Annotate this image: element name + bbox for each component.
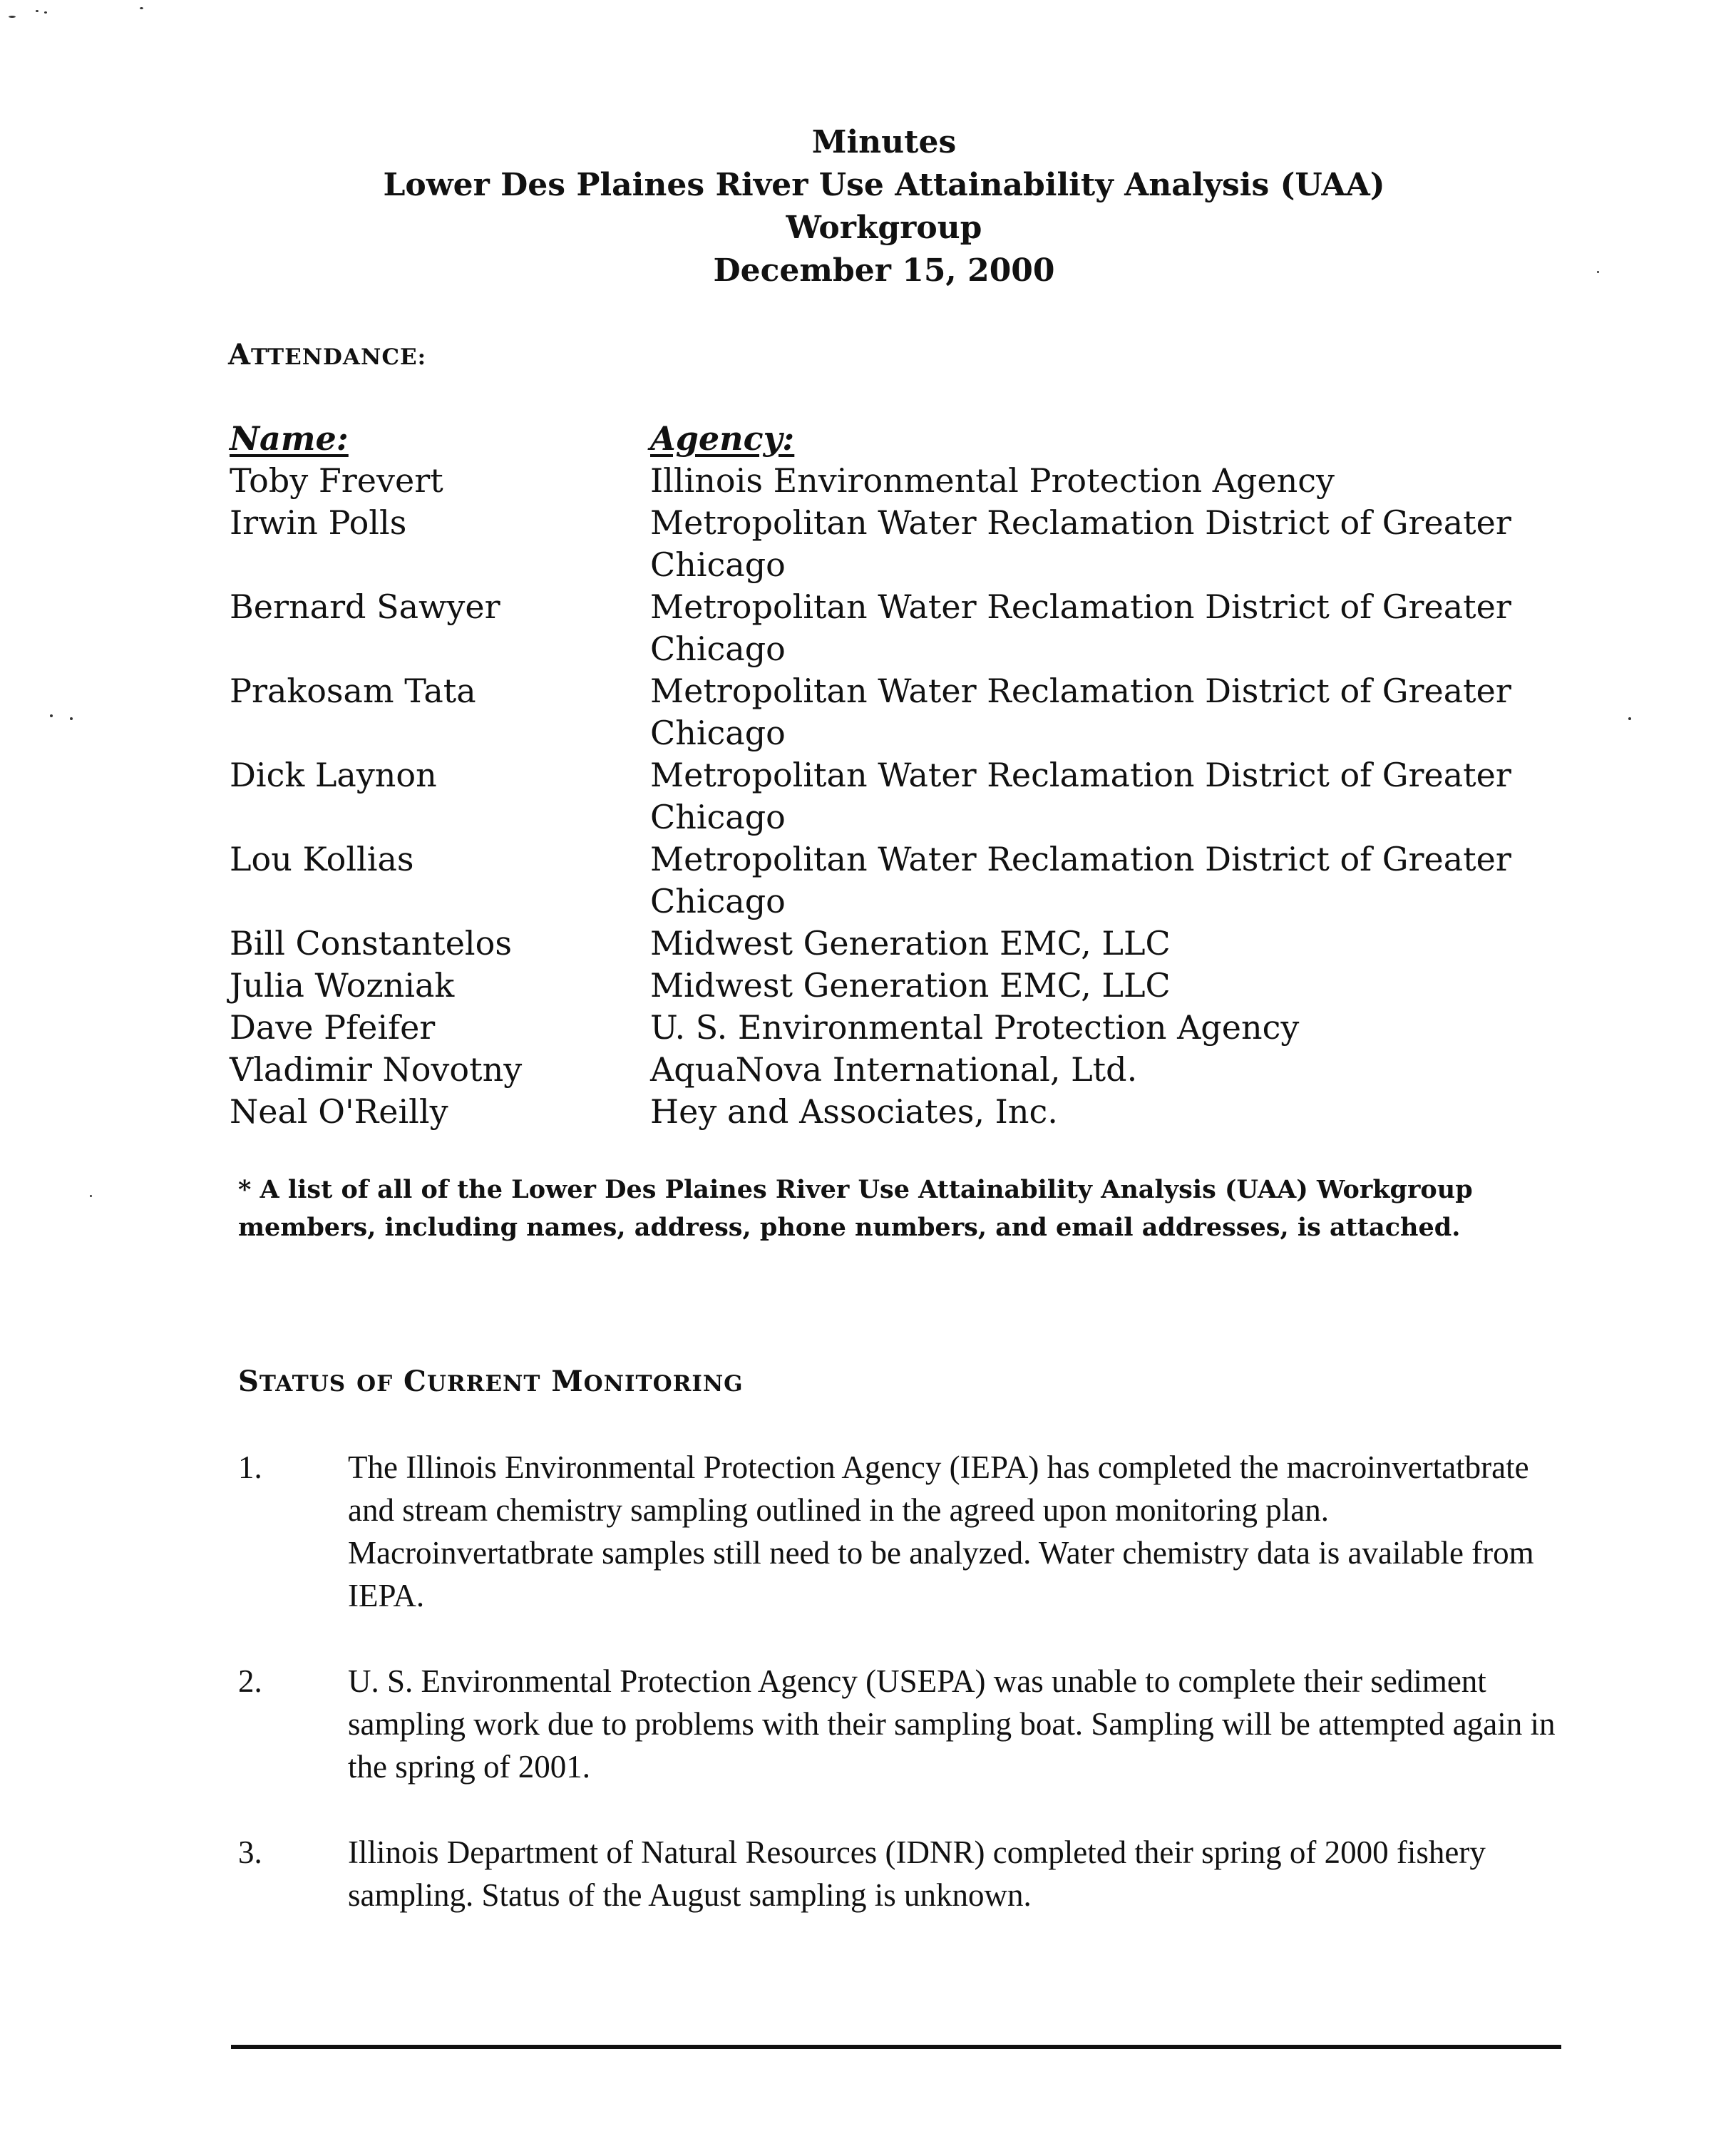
scan-speck <box>90 1195 92 1197</box>
monitoring-heading-initial: M <box>551 1365 584 1398</box>
scan-speck <box>44 11 47 14</box>
scan-speck <box>70 717 73 720</box>
attendance-heading-rest: TTENDANCE: <box>251 344 427 370</box>
attendance-heading-initial: A <box>228 338 252 371</box>
attendance-row <box>230 502 1584 586</box>
attendance-row <box>230 838 1584 923</box>
monitoring-heading-word: ONITORING <box>583 1371 744 1397</box>
list-item-number: 3. <box>238 1834 262 1870</box>
list-item-text: Illinois Department of Natural Resources (IDNR) completed their spring of 2000 fishery sampling. Status of the August sampling is unknown. <box>348 1834 1486 1913</box>
bottom-rule <box>231 2045 1561 2049</box>
attendance-row <box>230 754 1584 838</box>
attendee-name: Julia Wozniak <box>230 966 455 1005</box>
document-title <box>0 121 1711 292</box>
scan-speck <box>140 7 143 9</box>
title-line-date: December 15, 2000 <box>713 252 1055 289</box>
attendance-row <box>230 965 1584 1007</box>
attendance-row <box>230 460 1584 502</box>
attendee-name: Bernard Sawyer <box>230 587 500 626</box>
attendee-agency: Hey and Associates, Inc. <box>650 1092 1058 1131</box>
attendee-agency: Illinois Environmental Protection Agency <box>650 461 1335 500</box>
scan-speck <box>50 714 53 717</box>
list-item <box>238 1831 1564 1916</box>
attendee-agency: Midwest Generation EMC, LLC <box>650 966 1171 1005</box>
title-line-workgroup: Workgroup <box>786 210 982 246</box>
monitoring-heading <box>238 1365 744 1398</box>
monitoring-heading-word: OF <box>356 1371 394 1397</box>
title-line-minutes: Minutes <box>811 124 957 160</box>
attendee-name: Bill Constantelos <box>230 924 512 962</box>
attendee-name: Dave Pfeifer <box>230 1008 436 1047</box>
attendee-agency: Midwest Generation EMC, LLC <box>650 924 1171 962</box>
attendee-agency: Metropolitan Water Reclamation District of Greater Chicago <box>650 756 1511 836</box>
attendee-agency: Metropolitan Water Reclamation District of Greater Chicago <box>650 840 1511 920</box>
attendee-name: Prakosam Tata <box>230 672 476 710</box>
scan-speck <box>1628 717 1631 720</box>
list-item <box>238 1660 1564 1788</box>
attendance-row <box>230 586 1584 670</box>
attendance-row <box>230 1091 1584 1133</box>
attendance-row <box>230 670 1584 754</box>
attendance-row <box>230 923 1584 965</box>
monitoring-heading-initial: C <box>404 1365 427 1398</box>
attendee-agency: AquaNova International, Ltd. <box>650 1050 1138 1089</box>
attendee-agency: U. S. Environmental Protection Agency <box>650 1008 1300 1047</box>
attendee-agency: Metropolitan Water Reclamation District of Greater Chicago <box>650 672 1511 752</box>
attendee-name: Toby Frevert <box>230 461 443 500</box>
monitoring-heading-word: TATUS <box>259 1371 346 1397</box>
list-item-number: 1. <box>238 1449 262 1485</box>
attachment-footnote: * A list of all of the Lower Des Plaines River Use Attainability Analysis (UAA) Workgroup members, including names, address, phone numbers, and email addresses, is attached. <box>238 1175 1473 1242</box>
attendance-header-row <box>230 418 1584 460</box>
name-column-header: Name: <box>230 419 349 458</box>
monitoring-heading-initial: S <box>238 1365 260 1398</box>
list-item <box>238 1446 1564 1617</box>
attendee-name: Irwin Polls <box>230 503 407 542</box>
scan-speck <box>9 16 16 18</box>
attendance-heading <box>228 338 426 371</box>
list-item-number: 2. <box>238 1663 262 1699</box>
attendance-table <box>230 418 1584 1133</box>
attendee-name: Vladimir Novotny <box>230 1050 523 1089</box>
list-item-text: U. S. Environmental Protection Agency (USEPA) was unable to complete their sediment sampling work due to problems with their sampling boat. Sampling will be attempted again in the spring of 2001. <box>348 1663 1556 1785</box>
attendee-name: Dick Laynon <box>230 756 437 794</box>
attendee-name: Lou Kollias <box>230 840 414 878</box>
attendee-name: Neal O'Reilly <box>230 1092 448 1131</box>
scan-speck <box>36 10 38 12</box>
monitoring-list <box>238 1446 1564 1959</box>
attendance-row <box>230 1049 1584 1091</box>
attendance-row <box>230 1007 1584 1049</box>
title-line-project: Lower Des Plaines River Use Attainability Analysis (UAA) <box>383 167 1385 203</box>
list-item-text: The Illinois Environmental Protection Agency (IEPA) has completed the macroinvertatbrate and stream chemistry sampling outlined in the agreed upon monitoring plan. Macroinvertatbrate samples still need to be analyzed. Water chemistry data is available from IEPA. <box>348 1449 1534 1613</box>
agency-column-header: Agency: <box>650 419 795 458</box>
monitoring-heading-word: URRENT <box>426 1371 541 1397</box>
attendee-agency: Metropolitan Water Reclamation District of Greater Chicago <box>650 503 1511 584</box>
attendee-agency: Metropolitan Water Reclamation District of Greater Chicago <box>650 587 1511 668</box>
